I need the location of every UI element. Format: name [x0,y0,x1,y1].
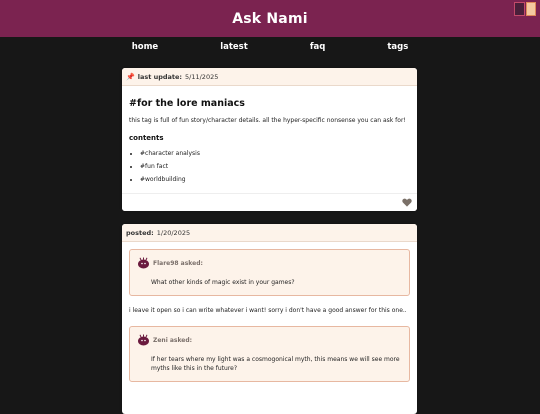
question-text: If her tears where my light was a cosmogonical myth, this means we will see more myths like this in the future? [151,356,400,372]
meta-label: posted: [126,228,154,237]
meta-date: 5/11/2025 [185,72,219,81]
pushpin-icon: 📌 [126,72,135,81]
blob-avatar-icon [137,334,150,346]
heart-icon[interactable] [402,198,412,207]
post-title: #for the lore maniacs [129,98,245,109]
meta-label: last update: [137,72,183,81]
blob-avatar-icon [137,257,150,269]
post-meta [122,68,417,86]
ask-box [129,249,410,296]
asker-name: Zeni asked: [153,336,193,344]
ask-post-card [122,224,417,414]
nav-faq[interactable]: faq [309,42,326,52]
post-description: this tag is full of fun story/character details. all the hyper-specific nonsense you can ask for! [129,117,406,124]
nav-home[interactable]: home [131,42,159,52]
answer-text: i leave it open so i can write whatever i want! sorry i don't have a good answer for this one.. [129,307,407,314]
post-footer [122,193,417,211]
asker-name: Flare98 asked: [153,259,203,267]
contents-link[interactable]: • #worldbuilding [140,176,410,183]
pinned-post-card [122,68,417,211]
contents-link[interactable]: • #fun fact [140,163,410,170]
contents-heading: contents [129,134,164,142]
site-title[interactable]: Ask Nami [232,10,308,27]
contents-link[interactable]: • #character analysis [140,150,410,157]
avatar-thumbnail [526,2,537,16]
meta-date: 1/20/2025 [156,228,191,237]
nav-tags[interactable]: tags [387,42,409,52]
contents-list [129,150,410,183]
post-meta [122,224,417,242]
main-nav [0,37,540,57]
ask-box [129,326,410,382]
avatar-thumbnail [514,2,525,16]
nav-latest[interactable]: latest [220,42,248,52]
corner-avatar[interactable] [514,2,536,16]
question-text: What other kinds of magic exist in your games? [151,279,295,286]
site-header [0,0,540,37]
